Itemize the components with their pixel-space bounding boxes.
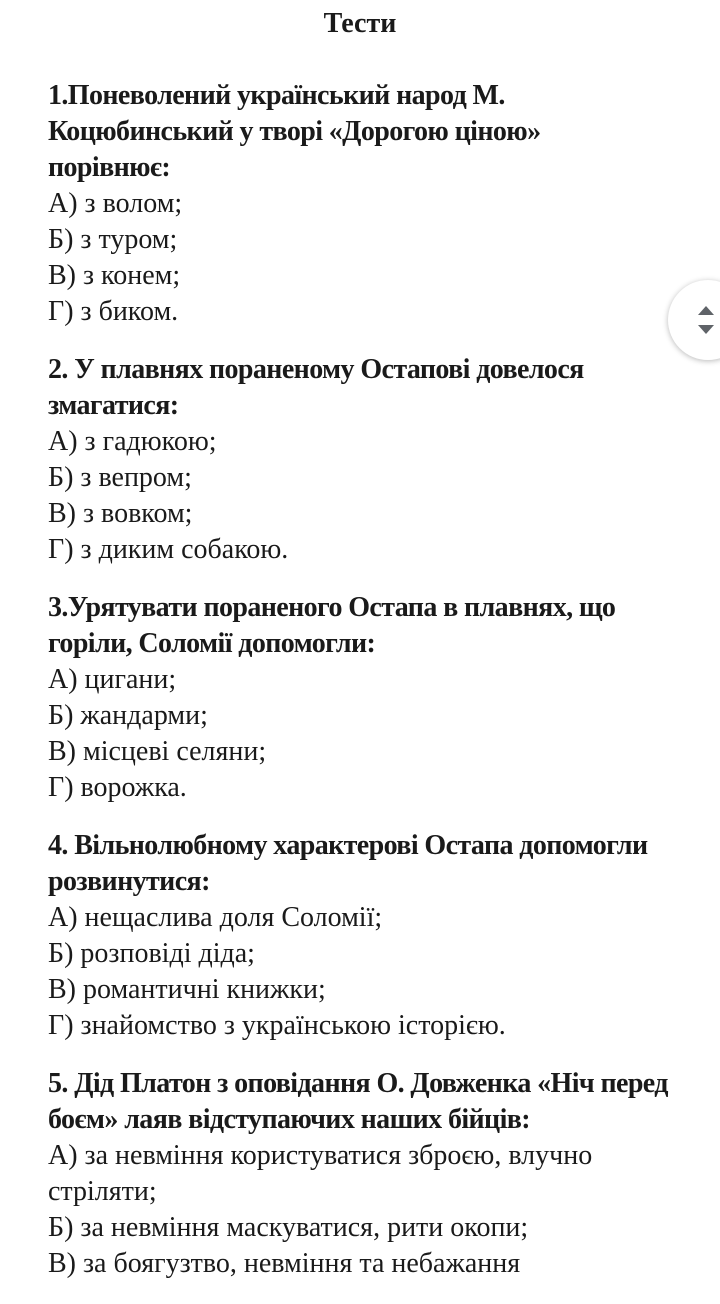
answer-option: Г) з диким собакою.	[48, 534, 289, 565]
up-down-arrows-icon	[694, 302, 718, 338]
answer-option: Г) ворожка.	[48, 772, 187, 803]
question-text: 2. У плавнях пораненому Остапові довелося змагатися:	[48, 354, 584, 421]
scroll-control-button[interactable]	[668, 280, 720, 360]
question-text: 4. Вільнолюбному характерові Остапа допомогли розвинутися:	[48, 830, 648, 897]
answer-option: А) з гадюкою;	[48, 426, 217, 457]
test-content	[48, 78, 668, 1304]
answer-option: В) романтичні книжки;	[48, 974, 326, 1005]
page-title: Тести	[323, 8, 397, 39]
answer-option: А) з волом;	[48, 188, 183, 219]
answer-option: В) з вовком;	[48, 498, 193, 529]
question-3	[48, 590, 668, 806]
question-1	[48, 78, 668, 330]
answer-option: В) місцеві селяни;	[48, 736, 267, 767]
question-5	[48, 1066, 668, 1282]
answer-option: Г) з биком.	[48, 296, 179, 327]
question-text: 1.Поневолений український народ М. Коцюбинський у творі «Дорогою ціною» порівнює:	[48, 80, 541, 183]
answer-option: Б) з туром;	[48, 224, 178, 255]
question-4	[48, 828, 668, 1044]
answer-option: В) за боягузтво, невміння та небажання	[48, 1248, 521, 1279]
answer-option: Б) з вепром;	[48, 462, 192, 493]
answer-option: Б) за невміння маскуватися, рити окопи;	[48, 1212, 529, 1243]
answer-option: А) цигани;	[48, 664, 177, 695]
answer-option: В) з конем;	[48, 260, 181, 291]
answer-option: А) нещаслива доля Соломії;	[48, 902, 383, 933]
answer-option: Г) знайомство з українською історією.	[48, 1010, 506, 1041]
answer-option: Б) жандарми;	[48, 700, 208, 731]
question-2	[48, 352, 668, 568]
answer-option: Б) розповіді діда;	[48, 938, 255, 969]
answer-option: А) за невміння користуватися зброєю, влучно стріляти;	[48, 1140, 593, 1207]
question-text: 5. Дід Платон з оповідання О. Довженка «Ніч перед боєм» лаяв відступаючих наших бійців:	[48, 1068, 668, 1135]
question-text: 3.Урятувати пораненого Остапа в плавнях, що горіли, Соломії допомогли:	[48, 592, 616, 659]
